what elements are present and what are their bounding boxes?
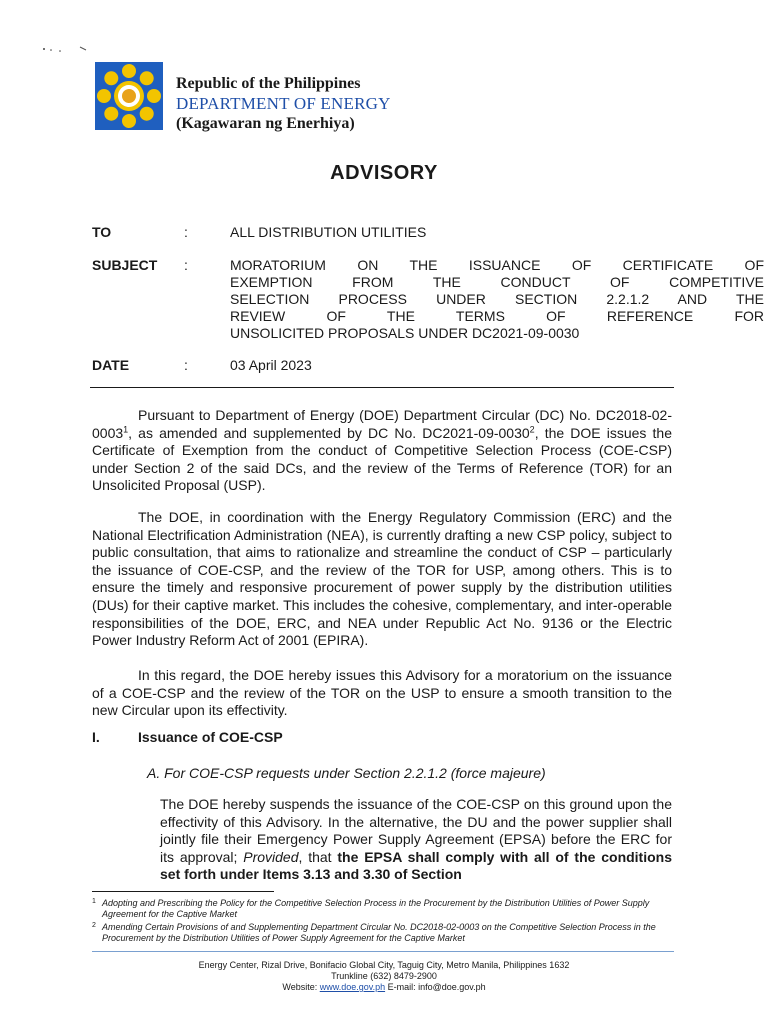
footnote-text: Adopting and Prescribing the Policy for the Competitive Selection Process in the Procurement by the Distribution Utilities of Power Supply Agreement for the Captive Market [102, 898, 650, 919]
subject-line: EXEMPTION FROM THE CONDUCT OF COMPETITIVE [230, 274, 764, 290]
paragraph-1-text-a: Pursuant to Department of Energy (DOE) Department Circular (DC) No. DC2018-02-0003 [92, 407, 672, 441]
footnote-1 [92, 898, 672, 920]
document-title: ADVISORY [330, 162, 438, 184]
paragraph-4 [160, 796, 672, 884]
date-colon: : [184, 357, 188, 373]
paragraph-1-text-b: , as amended and supplemented by DC No. DC2021-09-0030 [128, 424, 530, 441]
republic-line: Republic of the Philippines [176, 75, 361, 92]
subject-line: REVIEW OF THE TERMS OF REFERENCE FOR [230, 308, 764, 324]
footnote-ref-2: 2 [529, 423, 535, 434]
to-colon: : [184, 224, 188, 240]
subject-line: SELECTION PROCESS UNDER SECTION 2.2.1.2 AND THE [230, 291, 764, 307]
paragraph-3: In this regard, the DOE hereby issues this Advisory for a moratorium on the issuance of a COE-CSP and the review of the TOR on the USP to ensure a smooth transition to the new Circular upon its effectivity. [92, 667, 672, 719]
subject-line: UNSOLICITED PROPOSALS UNDER DC2021-09-0030 [230, 325, 580, 341]
paragraph-1 [92, 407, 672, 495]
date-value: 03 April 2023 [230, 357, 312, 373]
scan-speck [40, 44, 90, 54]
subsection-heading: A. For COE-CSP requests under Section 2.2.1.2 (force majeure) [147, 765, 546, 781]
paragraph-4-bold: the EPSA shall comply with all of the conditions set forth under Items 3.13 and 3.30 of Section [160, 848, 673, 883]
org-heading [176, 74, 391, 135]
website-label: Website: [282, 982, 320, 992]
paragraph-4-text-a: The DOE hereby suspends the issuance of the COE-CSP on this ground upon the effectivity of this Advisory. In the alternative, the DU and the power supplier shall jointly file their Emergency Power Supply Agreement (EPSA) before the ERC for its approval; [160, 796, 672, 865]
to-value: ALL DISTRIBUTION UTILITIES [230, 224, 427, 240]
department-name-filipino: (Kagawaran ng Enerhiya) [176, 115, 355, 132]
department-name: DEPARTMENT OF ENERGY [176, 94, 391, 113]
footnote-ref-1: 1 [123, 423, 129, 434]
subject-colon: : [184, 257, 188, 273]
footnote-divider [92, 891, 274, 892]
subject-line: MORATORIUM ON THE ISSUANCE OF CERTIFICATE OF [230, 257, 764, 273]
doe-logo [95, 62, 163, 130]
footer-contact [0, 982, 768, 993]
footer-trunkline: Trunkline (632) 8479-2900 [331, 971, 437, 981]
header-divider [90, 387, 674, 388]
footer-address: Energy Center, Rizal Drive, Bonifacio Global City, Taguig City, Metro Manila, Philippines 1632 [198, 960, 570, 970]
paragraph-4-text-b: , that [298, 848, 338, 865]
page-footer [0, 960, 768, 993]
section-number: I. [92, 729, 100, 745]
footer-divider [92, 951, 674, 952]
paragraph-1-text-c: , the DOE issues the Certificate of Exemption from the conduct of Competitive Selection Process (COE-CSP) under Section 2 of the said DCs, and the review of the Terms of Reference (TOR) for an Unsolicited Proposal (USP). [92, 424, 672, 494]
subject-label: SUBJECT [92, 257, 158, 273]
footnote-number: 1 [92, 898, 96, 905]
website-link[interactable]: www.doe.gov.ph [319, 982, 386, 992]
date-label: DATE [92, 357, 130, 373]
paragraph-2: The DOE, in coordination with the Energy Regulatory Commission (ERC) and the National Electrification Administration (NEA), is currently drafting a new CSP policy, subject to public consultation, that aims to rationalize and streamline the conduct of CSP – particularly the issuance of COE-CSP, and the review of the TOR for USP, among others. This is to ensure the timely and responsive procurement of power supply by the distribution utilities (DUs) for their captive market. This includes the cohesive, complementary, and inter-operable responsibilities of the DOE, ERC, and NEA under Republic Act No. 9136 or the Electric Power Industry Reform Act of 2001 (EPIRA). [92, 509, 672, 649]
to-label: TO [92, 224, 112, 240]
email-text: E-mail: info@doe.gov.ph [385, 982, 486, 992]
footnote-2 [92, 922, 672, 944]
footnote-number: 2 [92, 922, 96, 929]
footnote-text: Amending Certain Provisions of and Supplementing Department Circular No. DC2018-02-0003 on the Competitive Selection Process in the Procurement by the Distribution Utilities of Power Supply Agreement for the Captive Market [102, 922, 656, 943]
paragraph-4-provided: Provided [243, 848, 299, 865]
subject-value [230, 257, 764, 342]
section-title: Issuance of COE-CSP [138, 729, 283, 745]
doe-seal-icon [95, 62, 163, 130]
